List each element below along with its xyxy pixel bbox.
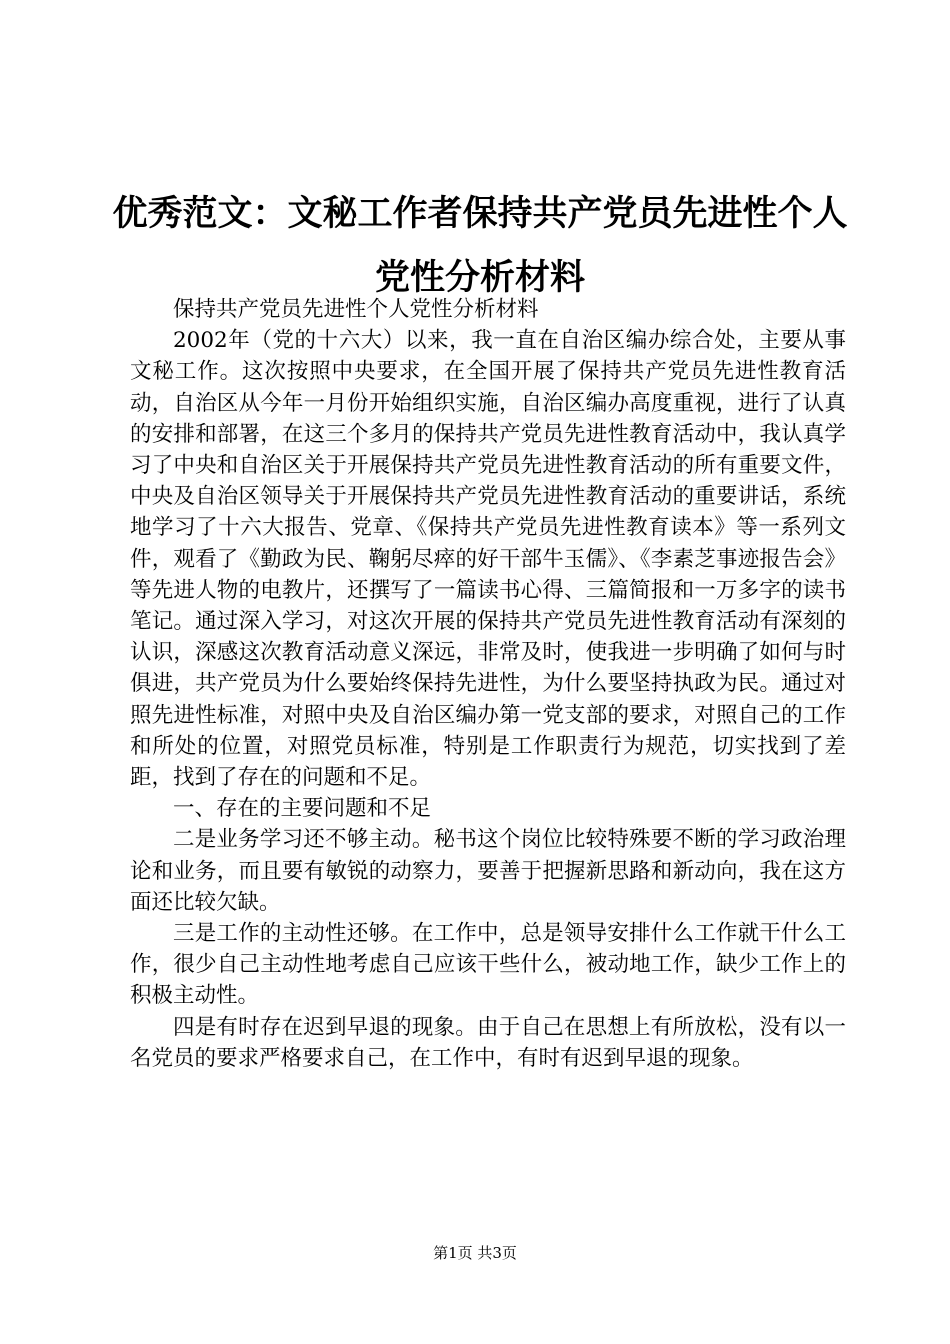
paragraph-item-3: 三是工作的主动性还够。在工作中，总是领导安排什么工作就干什么工作，很少自己主动性地考虑自己应该干些什么，被动地工作，缺少工作上的积极主动性。 bbox=[130, 921, 846, 1009]
paragraph-item-2: 二是业务学习还不够主动。秘书这个岗位比较特殊要不断的学习政治理论和业务，而且要有敏锐的动察力，要善于把握新思路和新动向，我在这方面还比较欠缺。 bbox=[130, 827, 846, 915]
paragraph-intro: 2002年（党的十六大）以来，我一直在自治区编办综合处，主要从事文秘工作。这次按照中央要求，在全国开展了保持共产党员先进性教育活动，自治区从今年一月份开始组织实施，自治区编办高度重视，进行了认真的安排和部署，在这三个多月的保持共产党员先进性教育活动中，我认真学习了中央和自治区关于开展保持共产党员先进性教育活动的所有重要文件，中央及自治区领导关于开展保持共产党员先进性教育活动的重要讲话，系统地学习了十六大报告、党章、《保持共产党员先进性教育读本》等一系列文件，观看了《勤政为民、鞠躬尽瘁的好干部牛玉儒》、《李素芝事迹报告会》等先进人物的电教片，还撰写了一篇读书心得、三篇简报和一万多字的读书笔记。通过深入学习，对这次开展的保持共产党员先进性教育活动有深刻的认识，深感这次教育活动意义深远，非常及时，使我进一步明确了如何与时俱进，共产党员为什么要始终保持先进性，为什么要坚持执政为民。通过对照先进性标准，对照中央及自治区编办第一党支部的要求，对照自己的工作和所处的位置，对照党员标准，特别是工作职责行为规范，切实找到了差距，找到了存在的问题和不足。 bbox=[130, 328, 846, 791]
paragraph-item-4: 四是有时存在迟到早退的现象。由于自己在思想上有所放松，没有以一名党员的要求严格要求自己，在工作中，有时有迟到早退的现象。 bbox=[130, 1014, 846, 1071]
paragraph-subtitle: 保持共产党员先进性个人党性分析材料 bbox=[173, 297, 539, 322]
document-title: 优秀范文：文秘工作者保持共产党员先进性个人党性分析材料 bbox=[112, 194, 848, 298]
page-footer: 第1页 共3页 bbox=[433, 1244, 517, 1262]
paragraph-section-heading: 一、存在的主要问题和不足 bbox=[173, 796, 432, 822]
document-body bbox=[130, 294, 846, 1074]
